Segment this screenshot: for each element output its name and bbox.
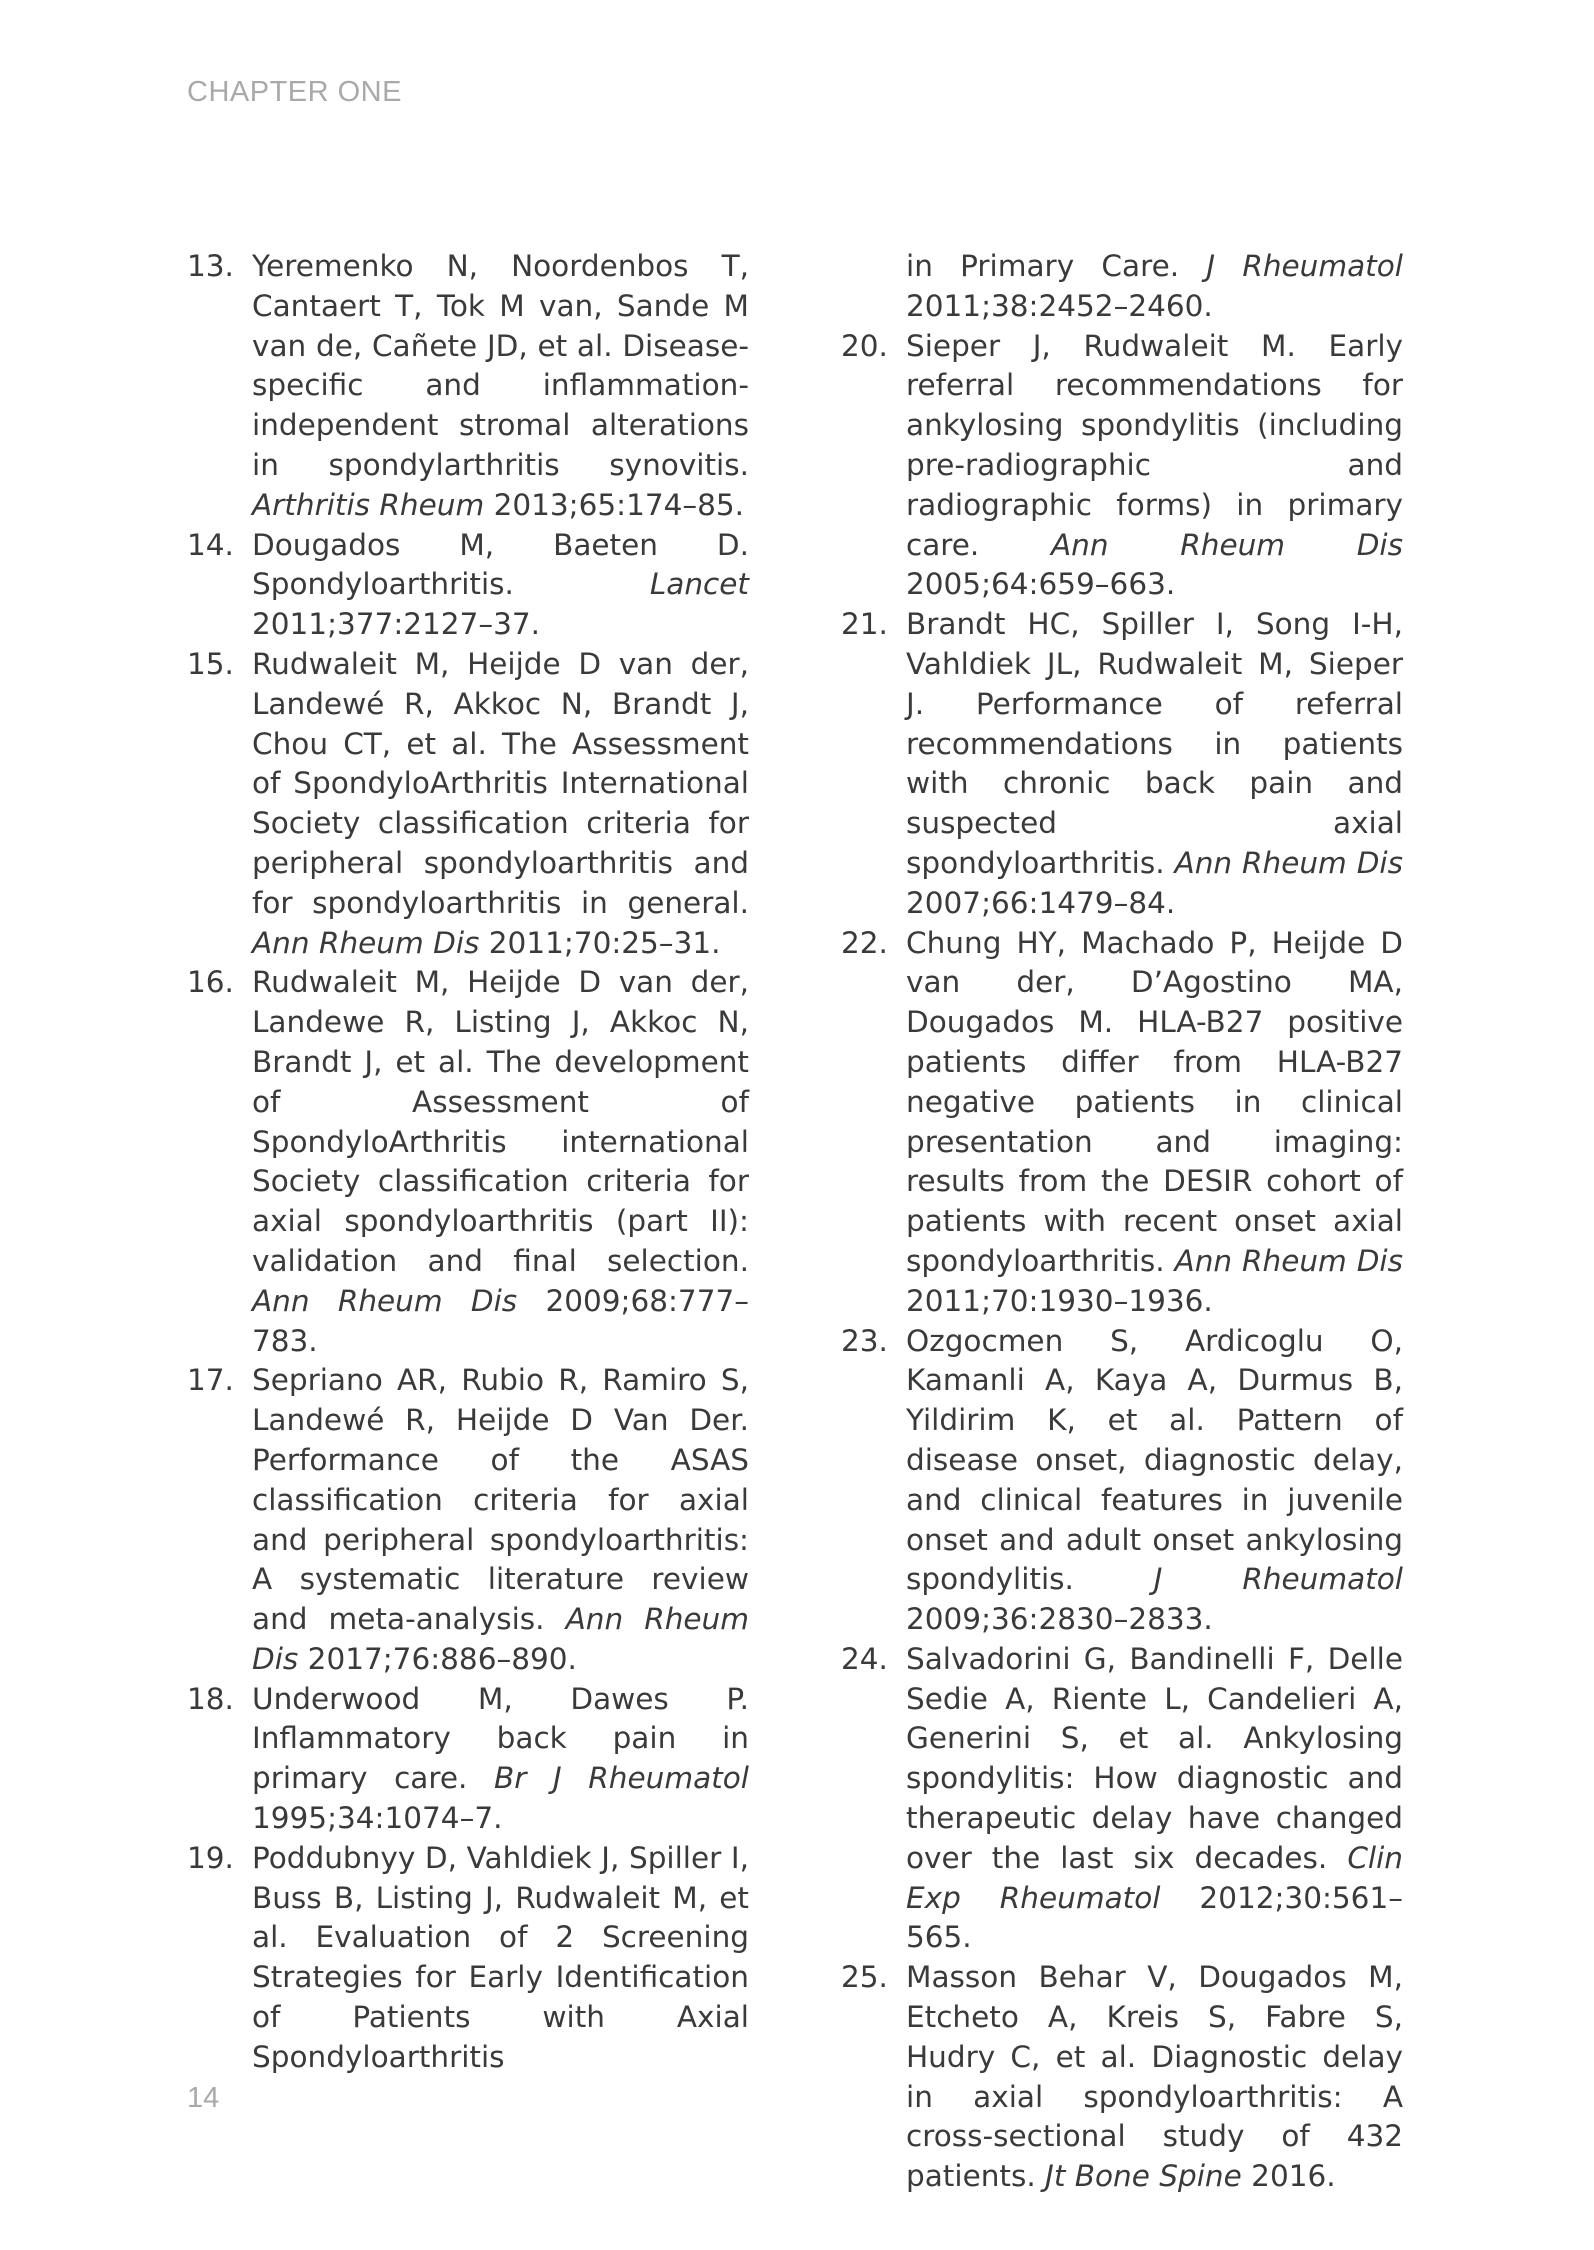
reference-journal: Ann Rheum Dis [252,1283,518,1318]
reference-item [841,605,1403,923]
reference-citation: 1995;34:1074–7. [252,1801,503,1836]
reference-body: Brandt HC, Spiller I, Song I-H, Vahldiek JL, Rudwaleit M, Sieper J. Performance of referral recommendations in patients with chronic back pain and suspected axial spondyloarthritis. [906,607,1403,880]
reference-number: 19. [187,1840,234,1875]
reference-citation: 2017;76:886–890. [307,1641,577,1676]
reference-text [252,247,749,526]
reference-text [252,1680,749,1839]
reference-item [841,327,1403,606]
reference-journal: Ann Rheum Dis [252,1602,749,1676]
reference-citation: 2011;70:25–31. [488,925,721,960]
reference-item [187,1839,749,2078]
reference-citation: 2016. [1251,2159,1336,2194]
reference-number: 16. [187,965,234,1000]
reference-item [187,645,749,963]
reference-text [906,1640,1403,1958]
reference-citation: 2005;64:659–663. [906,567,1176,602]
reference-citation: 2009;36:2830–2833. [906,1602,1213,1637]
reference-body: Rudwaleit M, Heijde D van der, Landewe R, Listing J, Akkoc N, Brandt J, et al. The development of Assessment of SpondyloArthritis international Society classification criteria for axial spondyloarthritis (part II): validation and final selection. [252,965,749,1278]
reference-citation: 2011;70:1930–1936. [906,1283,1213,1318]
reference-citation: 2013;65:174–85. [493,487,745,522]
reference-body: Underwood M, Dawes P. Inflammatory back pain in primary care. [252,1681,749,1796]
reference-text [252,526,749,645]
reference-journal: Br J Rheumatol [494,1761,749,1796]
reference-journal: Ann Rheum Dis [1051,527,1403,562]
reference-body: Sieper J, Rudwaleit M. Early referral recommendations for ankylosing spondylitis (including pre-radiographic and radiographic forms) in primary care. [906,328,1403,562]
reference-body: Rudwaleit M, Heijde D van der, Landewé R, Akkoc N, Brandt J, Chou CT, et al. The Assessment of SpondyloArthritis International Society classification criteria for peripheral spondyloarthritis and for spondyloarthritis in general. [252,646,749,920]
reference-journal: Ann Rheum Dis [1174,1243,1403,1278]
reference-item [187,526,749,645]
reference-text [906,1958,1403,2197]
reference-item [841,924,1403,1322]
reference-body: Chung HY, Machado P, Heijde D van der, D’Agostino MA, Dougados M. HLA-B27 positive patients differ from HLA-B27 negative patients in clinical presentation and imaging: results from the DESIR cohort of patients with recent onset axial spondyloarthritis. [906,925,1403,1278]
page-number: 14 [187,2082,220,2114]
reference-body: in Primary Care. [906,249,1180,283]
reference-body: Dougados M, Baeten D. Spondyloarthritis. [252,527,749,602]
reference-column-right [841,247,1403,2197]
reference-number [841,247,906,327]
reference-number: 22. [841,925,888,960]
reference-text [906,924,1403,1322]
reference-number: 20. [841,328,888,363]
reference-number: 25. [841,1960,888,1995]
reference-text [252,645,749,963]
reference-journal: Clin Exp Rheumatol [906,1840,1403,1915]
reference-item [841,1322,1403,1640]
reference-text [906,605,1403,923]
reference-number: 13. [187,249,234,283]
reference-journal: Lancet [649,567,749,602]
reference-body: Sepriano AR, Rubio R, Ramiro S, Landewé R, Heijde D Van Der. Performance of the ASAS classification criteria for axial and peripheral spondyloarthritis: A systematic literature review and meta-analysis. [252,1363,749,1637]
reference-journal: Jt Bone Spine [1045,2159,1242,2194]
reference-citation: 2009;68:777–783. [252,1283,749,1358]
reference-text [252,963,749,1361]
reference-item [841,1640,1403,1958]
reference-text [906,247,1403,327]
reference-number: 18. [187,1681,234,1716]
reference-number: 17. [187,1363,234,1398]
running-head: CHAPTER ONE [187,76,402,108]
reference-item [187,1680,749,1839]
reference-text [252,1361,749,1679]
reference-number: 21. [841,607,888,642]
reference-journal: J Rheumatol [1206,249,1403,283]
reference-item [187,247,749,526]
reference-journal: Arthritis Rheum [252,487,485,522]
reference-citation: 2007;66:1479–84. [906,885,1176,920]
reference-text [906,1322,1403,1640]
reference-item [187,963,749,1361]
reference-citation: 2011;377:2127–37. [252,607,540,642]
reference-citation: 2012;30:561–565. [906,1880,1403,1955]
reference-journal: Ann Rheum Dis [252,925,480,960]
reference-item [841,1958,1403,2197]
reference-text [252,1839,749,2078]
reference-number: 14. [187,527,234,562]
reference-body: Poddubnyy D, Vahldiek J, Spiller I, Buss B, Listing J, Rudwaleit M, et al. Evaluation of 2 Screening Strategies for Early Identification of Patients with Axial Spondyloarthritis [252,1840,749,2074]
reference-body: Ozgocmen S, Ardicoglu O, Kamanli A, Kaya A, Durmus B, Yildirim K, et al. Pattern of disease onset, diagnostic delay, and clinical features in juvenile onset and adult onset ankylosing spondylitis. [906,1323,1403,1597]
reference-item [187,1361,749,1679]
reference-text [906,327,1403,606]
reference-number: 15. [187,646,234,681]
reference-citation: 2011;38:2452–2460. [906,288,1213,323]
reference-body: Masson Behar V, Dougados M, Etcheto A, Kreis S, Fabre S, Hudry C, et al. Diagnostic delay in axial spondyloarthritis: A cross-sectional study of 432 patients. [906,1960,1403,2194]
reference-journal: J Rheumatol [1153,1562,1403,1597]
reference-journal: Ann Rheum Dis [1174,845,1403,880]
reference-item-continued [841,247,1403,327]
reference-body: Salvadorini G, Bandinelli F, Delle Sedie A, Riente L, Candelieri A, Generini S, et al. Ankylosing spondylitis: How diagnostic and therapeutic delay have changed over the last six decades. [906,1641,1403,1875]
reference-body: Yeremenko N, Noordenbos T, Cantaert T, Tok M van, Sande M van de, Cañete JD, et al. Disease-specific and inflammation-independent stromal alterations in spondylarthritis synovitis. [252,249,749,482]
reference-column-left [187,247,749,2078]
reference-number: 24. [841,1641,888,1676]
reference-number: 23. [841,1323,888,1358]
